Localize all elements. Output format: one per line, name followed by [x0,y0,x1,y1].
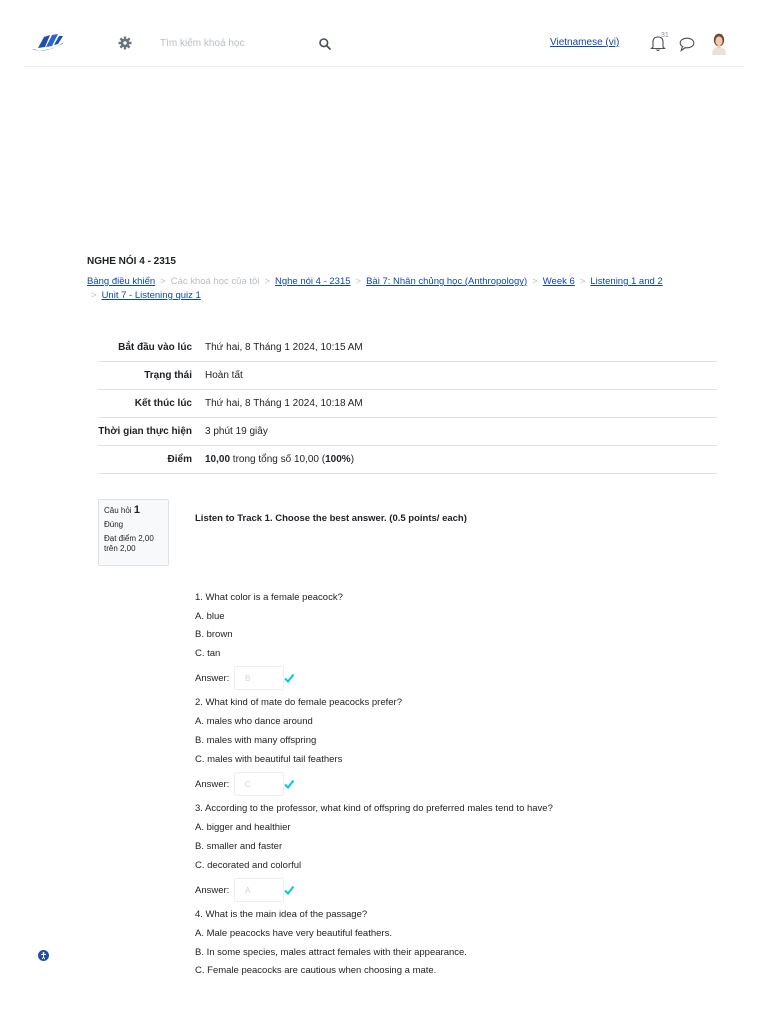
option-text: B. males with many offspring [195,735,317,746]
state-label: Trạng thái [144,370,192,381]
top-navbar [24,22,744,67]
breadcrumb-dashboard-link[interactable]: Bảng điều khiển [87,276,156,287]
started-value: Thứ hai, 8 Tháng 1 2024, 10:15 AM [205,342,363,353]
summary-row-grade [98,446,717,474]
option-text: A. males who dance around [195,716,313,727]
breadcrumb-separator: > [160,276,166,287]
option-text: C. tan [195,648,221,659]
correct-check-icon [284,779,294,789]
state-value: Hoàn tất [205,370,243,381]
user-avatar[interactable] [708,31,730,55]
question-text: 4. What is the main idea of the passage? [195,909,368,920]
question-info-box [98,499,169,566]
option-text: B. brown [195,629,233,640]
breadcrumb-course-link[interactable]: Nghe nói 4 - 2315 [275,276,351,287]
grade-label: Điểm [167,454,192,465]
time-value: 3 phút 19 giây [205,426,268,437]
language-menu[interactable]: Vietnamese (vi) [550,37,620,48]
question-number-value: 1 [133,504,140,516]
attempt-summary-table [98,334,717,474]
option-text: A. bigger and healthier [195,822,291,833]
search-icon[interactable] [318,37,332,51]
started-label: Bắt đầu vào lúc [118,342,192,353]
correct-check-icon [284,885,294,895]
correct-check-icon [284,673,294,683]
gear-icon[interactable] [118,36,132,50]
answer-label: Answer: [195,885,230,896]
option-text: C. Female peacocks are cautious when choosing a mate. [195,965,437,976]
answer-label: Answer: [195,779,230,790]
grade-score: 10,00 [205,454,231,465]
breadcrumb-my-courses: Các khoá học của tôi [170,276,260,287]
option-text: A. Male peacocks have very beautiful feathers. [195,928,392,939]
answer-input[interactable] [234,666,284,690]
breadcrumb-separator: > [264,276,270,287]
question-number [104,505,163,516]
breadcrumb-lesson-link[interactable]: Bài 7: Nhân chủng học (Anthropology) [366,276,528,287]
question-instruction: Listen to Track 1. Choose the best answer. (0.5 points/ each) [195,513,467,524]
option-text: C. males with beautiful tail feathers [195,754,343,765]
question-text: 1. What color is a female peacock? [195,592,343,603]
question-text: 3. According to the professor, what kind of offspring do preferred males tend to have? [195,803,553,814]
chat-bubble-icon[interactable] [679,36,695,52]
option-text: B. smaller and faster [195,841,283,852]
question-status: Đúng [104,520,124,529]
breadcrumb [87,275,687,303]
breadcrumb-quiz-link[interactable]: Unit 7 - Listening quiz 1 [101,290,201,301]
breadcrumb-section-link[interactable]: Listening 1 and 2 [590,276,663,287]
accessibility-icon[interactable] [38,950,49,961]
breadcrumb-separator: > [355,276,362,287]
breadcrumb-week-link[interactable]: Week 6 [542,276,575,287]
course-search-input[interactable] [160,35,310,51]
grade-total-text: trong tổng số 10,00 ( [230,454,326,465]
grade-percent: 100% [325,454,351,465]
question-prefix: Câu hỏi [104,506,132,515]
option-text: C. decorated and colorful [195,860,302,871]
time-label: Thời gian thực hiện [98,426,192,437]
notification-count-badge: 31 [661,32,669,39]
answer-input[interactable] [234,772,284,796]
question-mark: Đạt điểm 2,00 trên 2,00 [104,534,154,553]
answer-label: Answer: [195,673,230,684]
answer-input[interactable] [234,878,284,902]
summary-row-completed [98,390,717,418]
grade-value [205,446,354,473]
completed-value: Thứ hai, 8 Tháng 1 2024, 10:18 AM [205,398,363,409]
option-text: B. In some species, males attract females with their appearance. [195,947,467,958]
breadcrumb-separator: > [532,276,538,287]
breadcrumb-separator: > [579,276,586,287]
breadcrumb-separator: > [91,290,97,301]
option-text: A. blue [195,611,225,622]
completed-label: Kết thúc lúc [134,398,192,409]
site-logo-icon[interactable] [30,32,66,56]
summary-row-started [98,334,717,362]
question-text: 2. What kind of mate do female peacocks prefer? [195,697,402,708]
course-title: NGHE NÓI 4 - 2315 [87,256,176,267]
summary-row-time [98,418,717,446]
summary-row-state [98,362,717,390]
grade-close-paren: ) [350,454,355,465]
